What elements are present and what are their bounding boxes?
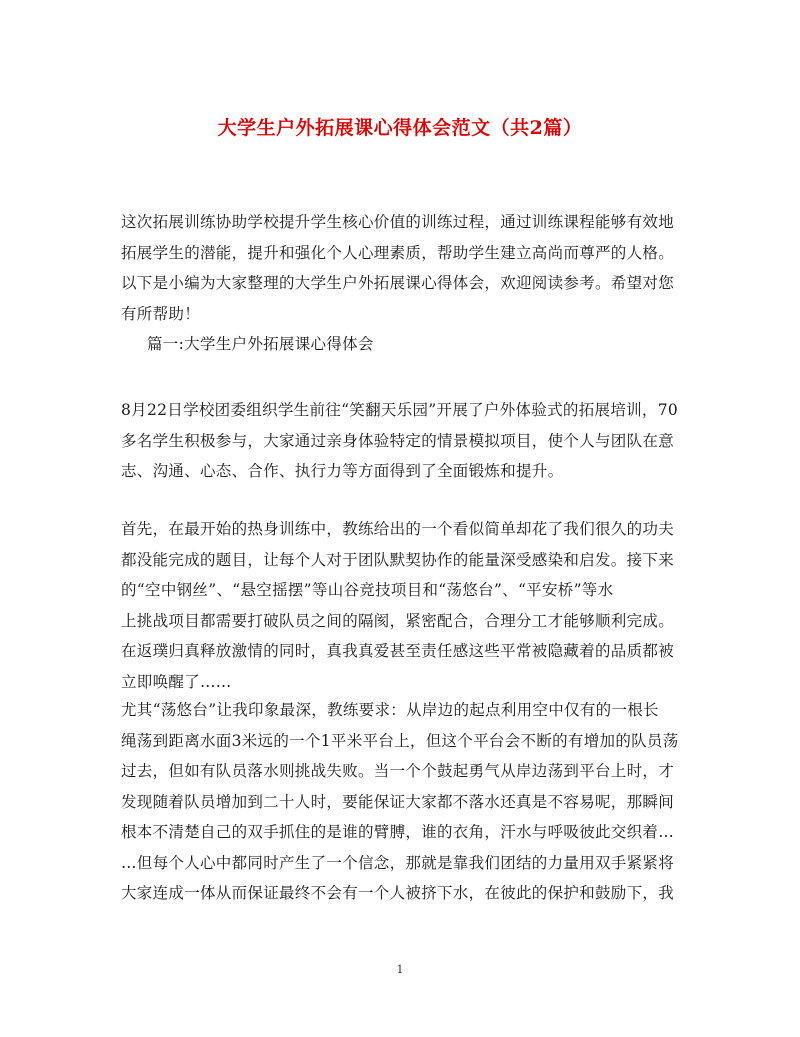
- section-heading: 篇一:大学生户外拓展课心得体会: [147, 335, 374, 353]
- document-title: 大学生户外拓展课心得体会范文（共2篇）: [217, 117, 583, 139]
- text-line: 过去，但如有队员落水则挑战失败。当一个个鼓起勇气从岸边荡到平台上时，才: [121, 762, 675, 780]
- text-line: 这次拓展训练协助学校提升学生核心价值的训练过程，通过训练课程能够有效地: [121, 213, 675, 231]
- paragraph-4: [121, 695, 681, 909]
- intro-paragraph: [121, 207, 681, 329]
- text-line: 大家连成一体从而保证最终不会有一个人被挤下水，在彼此的保护和鼓励下，我: [121, 884, 675, 902]
- text-line: 志、沟通、心态、合作、执行力等方面得到了全面锻炼和提升。: [121, 462, 564, 480]
- text-line: 根本不清楚自己的双手抓住的是谁的臂膊，谁的衣角，汗水与呼吸彼此交织着…: [121, 823, 675, 841]
- paragraph-2: [121, 395, 681, 487]
- text-line: 在返璞归真释放激情的同时，真我真爱甚至责任感这些平常被隐藏着的品质都被: [121, 642, 675, 660]
- text-line: 都没能完成的题目，让每个人对于团队默契协作的能量深受感染和启发。接下来: [121, 550, 675, 569]
- text-line: 有所帮助！: [121, 304, 201, 323]
- text-line: 8月22日学校团委组织学生前往“笑翻天乐园”开展了户外体验式的拓展培训，70: [121, 401, 679, 419]
- text-line: 绳荡到距离水面3米远的一个1平米平台上，但这个平台会不断的有增加的队员荡: [121, 731, 679, 750]
- text-line: 拓展学生的潜能，提升和强化个人心理素质，帮助学生建立高尚而尊严的人格。: [121, 243, 675, 262]
- text-line: 发现随着队员增加到二十人时，要能保证大家都不落水还真是不容易呢，那瞬间: [121, 792, 675, 811]
- paragraph-3: [121, 514, 681, 697]
- section-heading-block: [121, 329, 681, 360]
- text-line: 的“空中钢丝”、“悬空摇摆”等山谷竞技项目和“荡悠台”、“平安桥”等水: [121, 581, 614, 599]
- text-line: 以下是小编为大家整理的大学生户外拓展课心得体会，欢迎阅读参考。希望对您: [121, 274, 675, 292]
- text-line: 尤其“荡悠台”让我印象最深，教练要求：从岸边的起点利用空中仅有的一根长: [121, 701, 659, 719]
- text-line: …但每个人心中都同时产生了一个信念，那就是靠我们团结的力量用双手紧紧将: [121, 853, 675, 872]
- text-line: 首先，在最开始的热身训练中，教练给出的一个看似简单却花了我们很久的功夫: [121, 520, 675, 538]
- text-line: 多名学生积极参与，大家通过亲身体验特定的情景模拟项目，使个人与团队在意: [121, 431, 675, 450]
- page-number: 1: [396, 963, 404, 976]
- text-line: 立即唤醒了……: [121, 672, 232, 691]
- text-line: 上挑战项目都需要打破队员之间的隔阂，紧密配合，合理分工才能够顺利完成。: [121, 611, 675, 630]
